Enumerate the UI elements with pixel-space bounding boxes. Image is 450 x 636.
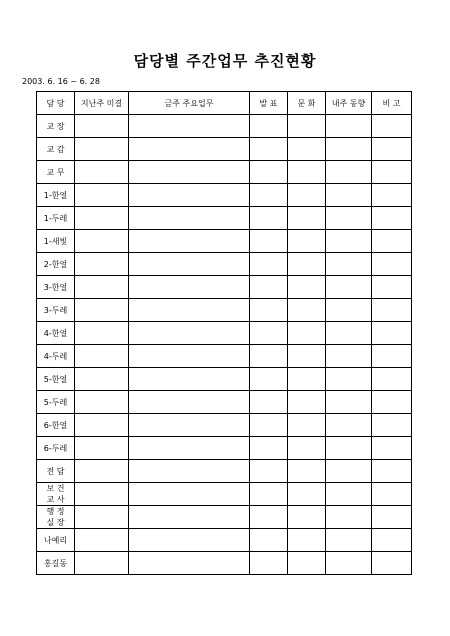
- culture-cell[interactable]: [288, 253, 326, 276]
- this-week-tasks-cell[interactable]: [129, 529, 250, 552]
- remarks-cell[interactable]: [372, 230, 412, 253]
- presentation-cell[interactable]: [250, 391, 288, 414]
- table-row: [37, 414, 412, 437]
- this-week-tasks-cell[interactable]: [129, 138, 250, 161]
- last-week-pending-cell[interactable]: [75, 414, 129, 437]
- weekly-work-table: [36, 91, 412, 575]
- row-label: 나예리: [37, 529, 75, 552]
- table-row: [37, 299, 412, 322]
- next-week-cell[interactable]: [326, 368, 372, 391]
- presentation-cell[interactable]: [250, 368, 288, 391]
- this-week-tasks-cell[interactable]: [129, 276, 250, 299]
- remarks-cell[interactable]: [372, 299, 412, 322]
- culture-cell[interactable]: [288, 184, 326, 207]
- remarks-cell[interactable]: [372, 529, 412, 552]
- table-row: [37, 138, 412, 161]
- row-label: 4-두레: [37, 345, 75, 368]
- row-label: 4-한얼: [37, 322, 75, 345]
- next-week-cell[interactable]: [326, 529, 372, 552]
- presentation-cell[interactable]: [250, 345, 288, 368]
- document-title: 담당별 주간업무 추진현황: [133, 52, 317, 70]
- culture-cell[interactable]: [288, 138, 326, 161]
- table-row: [37, 483, 412, 506]
- culture-cell[interactable]: [288, 414, 326, 437]
- row-label: 교 감: [37, 138, 75, 161]
- last-week-pending-cell[interactable]: [75, 529, 129, 552]
- col-header-next-week: 내주 동향: [326, 92, 372, 115]
- table-row: [37, 506, 412, 529]
- next-week-cell[interactable]: [326, 483, 372, 506]
- row-label: 전 담: [37, 460, 75, 483]
- remarks-cell[interactable]: [372, 138, 412, 161]
- next-week-cell[interactable]: [326, 207, 372, 230]
- next-week-cell[interactable]: [326, 299, 372, 322]
- remarks-cell[interactable]: [372, 322, 412, 345]
- remarks-cell[interactable]: [372, 184, 412, 207]
- last-week-pending-cell[interactable]: [75, 115, 129, 138]
- next-week-cell[interactable]: [326, 230, 372, 253]
- table-row: [37, 345, 412, 368]
- culture-cell[interactable]: [288, 552, 326, 575]
- presentation-cell[interactable]: [250, 161, 288, 184]
- next-week-cell[interactable]: [326, 437, 372, 460]
- row-label: 보 건 교 사: [37, 483, 75, 506]
- culture-cell[interactable]: [288, 299, 326, 322]
- this-week-tasks-cell[interactable]: [129, 391, 250, 414]
- table-row: [37, 207, 412, 230]
- presentation-cell[interactable]: [250, 207, 288, 230]
- remarks-cell[interactable]: [372, 483, 412, 506]
- remarks-cell[interactable]: [372, 414, 412, 437]
- table-row: [37, 230, 412, 253]
- next-week-cell[interactable]: [326, 460, 372, 483]
- last-week-pending-cell[interactable]: [75, 253, 129, 276]
- this-week-tasks-cell[interactable]: [129, 414, 250, 437]
- presentation-cell[interactable]: [250, 552, 288, 575]
- remarks-cell[interactable]: [372, 506, 412, 529]
- culture-cell[interactable]: [288, 115, 326, 138]
- remarks-cell[interactable]: [372, 391, 412, 414]
- this-week-tasks-cell[interactable]: [129, 460, 250, 483]
- row-label: 2-한얼: [37, 253, 75, 276]
- col-header-culture: 문 화: [288, 92, 326, 115]
- this-week-tasks-cell[interactable]: [129, 115, 250, 138]
- next-week-cell[interactable]: [326, 414, 372, 437]
- next-week-cell[interactable]: [326, 161, 372, 184]
- remarks-cell[interactable]: [372, 437, 412, 460]
- next-week-cell[interactable]: [326, 552, 372, 575]
- next-week-cell[interactable]: [326, 253, 372, 276]
- col-header-remarks: 비 고: [372, 92, 412, 115]
- row-label: 5-두레: [37, 391, 75, 414]
- this-week-tasks-cell[interactable]: [129, 161, 250, 184]
- remarks-cell[interactable]: [372, 345, 412, 368]
- last-week-pending-cell[interactable]: [75, 460, 129, 483]
- presentation-cell[interactable]: [250, 138, 288, 161]
- table-row: [37, 437, 412, 460]
- this-week-tasks-cell[interactable]: [129, 253, 250, 276]
- row-label: 6-한얼: [37, 414, 75, 437]
- next-week-cell[interactable]: [326, 506, 372, 529]
- remarks-cell[interactable]: [372, 207, 412, 230]
- culture-cell[interactable]: [288, 368, 326, 391]
- last-week-pending-cell[interactable]: [75, 276, 129, 299]
- row-label: 교 장: [37, 115, 75, 138]
- presentation-cell[interactable]: [250, 437, 288, 460]
- row-label: 행 정 실 장: [37, 506, 75, 529]
- this-week-tasks-cell[interactable]: [129, 506, 250, 529]
- culture-cell[interactable]: [288, 207, 326, 230]
- culture-cell[interactable]: [288, 437, 326, 460]
- remarks-cell[interactable]: [372, 115, 412, 138]
- col-header-last-week-pending: 지난주 미결: [75, 92, 129, 115]
- this-week-tasks-cell[interactable]: [129, 483, 250, 506]
- last-week-pending-cell[interactable]: [75, 299, 129, 322]
- table-row: [37, 276, 412, 299]
- next-week-cell[interactable]: [326, 391, 372, 414]
- last-week-pending-cell[interactable]: [75, 184, 129, 207]
- remarks-cell[interactable]: [372, 460, 412, 483]
- this-week-tasks-cell[interactable]: [129, 368, 250, 391]
- presentation-cell[interactable]: [250, 506, 288, 529]
- this-week-tasks-cell[interactable]: [129, 345, 250, 368]
- last-week-pending-cell[interactable]: [75, 437, 129, 460]
- presentation-cell[interactable]: [250, 230, 288, 253]
- this-week-tasks-cell[interactable]: [129, 230, 250, 253]
- culture-cell[interactable]: [288, 483, 326, 506]
- presentation-cell[interactable]: [250, 253, 288, 276]
- culture-cell[interactable]: [288, 460, 326, 483]
- last-week-pending-cell[interactable]: [75, 345, 129, 368]
- last-week-pending-cell[interactable]: [75, 506, 129, 529]
- this-week-tasks-cell[interactable]: [129, 552, 250, 575]
- culture-cell[interactable]: [288, 161, 326, 184]
- remarks-cell[interactable]: [372, 253, 412, 276]
- presentation-cell[interactable]: [250, 184, 288, 207]
- col-header-presentation: 발 표: [250, 92, 288, 115]
- next-week-cell[interactable]: [326, 276, 372, 299]
- table-row: [37, 460, 412, 483]
- row-label: 1-한얼: [37, 184, 75, 207]
- culture-cell[interactable]: [288, 276, 326, 299]
- culture-cell[interactable]: [288, 506, 326, 529]
- table-row: [37, 253, 412, 276]
- this-week-tasks-cell[interactable]: [129, 207, 250, 230]
- last-week-pending-cell[interactable]: [75, 552, 129, 575]
- presentation-cell[interactable]: [250, 460, 288, 483]
- table-row: [37, 552, 412, 575]
- culture-cell[interactable]: [288, 345, 326, 368]
- table-row: [37, 322, 412, 345]
- table-row: [37, 391, 412, 414]
- remarks-cell[interactable]: [372, 161, 412, 184]
- culture-cell[interactable]: [288, 230, 326, 253]
- row-label: 5-한얼: [37, 368, 75, 391]
- presentation-cell[interactable]: [250, 322, 288, 345]
- presentation-cell[interactable]: [250, 414, 288, 437]
- this-week-tasks-cell[interactable]: [129, 322, 250, 345]
- next-week-cell[interactable]: [326, 184, 372, 207]
- col-header-staff: 담 당: [37, 92, 75, 115]
- last-week-pending-cell[interactable]: [75, 161, 129, 184]
- date-range: 2003. 6. 16 ~ 6. 28: [22, 77, 100, 86]
- culture-cell[interactable]: [288, 322, 326, 345]
- last-week-pending-cell[interactable]: [75, 322, 129, 345]
- culture-cell[interactable]: [288, 391, 326, 414]
- presentation-cell[interactable]: [250, 115, 288, 138]
- remarks-cell[interactable]: [372, 368, 412, 391]
- table-row: [37, 368, 412, 391]
- last-week-pending-cell[interactable]: [75, 391, 129, 414]
- table-row: [37, 161, 412, 184]
- last-week-pending-cell[interactable]: [75, 368, 129, 391]
- presentation-cell[interactable]: [250, 276, 288, 299]
- row-label: 1-두레: [37, 207, 75, 230]
- presentation-cell[interactable]: [250, 299, 288, 322]
- last-week-pending-cell[interactable]: [75, 207, 129, 230]
- row-label: 1-새빛: [37, 230, 75, 253]
- table-row: [37, 115, 412, 138]
- presentation-cell[interactable]: [250, 483, 288, 506]
- row-label: 홍길동: [37, 552, 75, 575]
- next-week-cell[interactable]: [326, 115, 372, 138]
- this-week-tasks-cell[interactable]: [129, 299, 250, 322]
- row-label: 교 무: [37, 161, 75, 184]
- header-row: [37, 92, 412, 115]
- table-row: [37, 529, 412, 552]
- last-week-pending-cell[interactable]: [75, 483, 129, 506]
- this-week-tasks-cell[interactable]: [129, 437, 250, 460]
- presentation-cell[interactable]: [250, 529, 288, 552]
- row-label: 3-한얼: [37, 276, 75, 299]
- remarks-cell[interactable]: [372, 276, 412, 299]
- this-week-tasks-cell[interactable]: [129, 184, 250, 207]
- row-label: 3-두레: [37, 299, 75, 322]
- next-week-cell[interactable]: [326, 345, 372, 368]
- next-week-cell[interactable]: [326, 322, 372, 345]
- next-week-cell[interactable]: [326, 138, 372, 161]
- last-week-pending-cell[interactable]: [75, 230, 129, 253]
- table-row: [37, 184, 412, 207]
- remarks-cell[interactable]: [372, 552, 412, 575]
- last-week-pending-cell[interactable]: [75, 138, 129, 161]
- row-label: 6-두레: [37, 437, 75, 460]
- col-header-this-week-tasks: 금주 주요업무: [129, 92, 250, 115]
- culture-cell[interactable]: [288, 529, 326, 552]
